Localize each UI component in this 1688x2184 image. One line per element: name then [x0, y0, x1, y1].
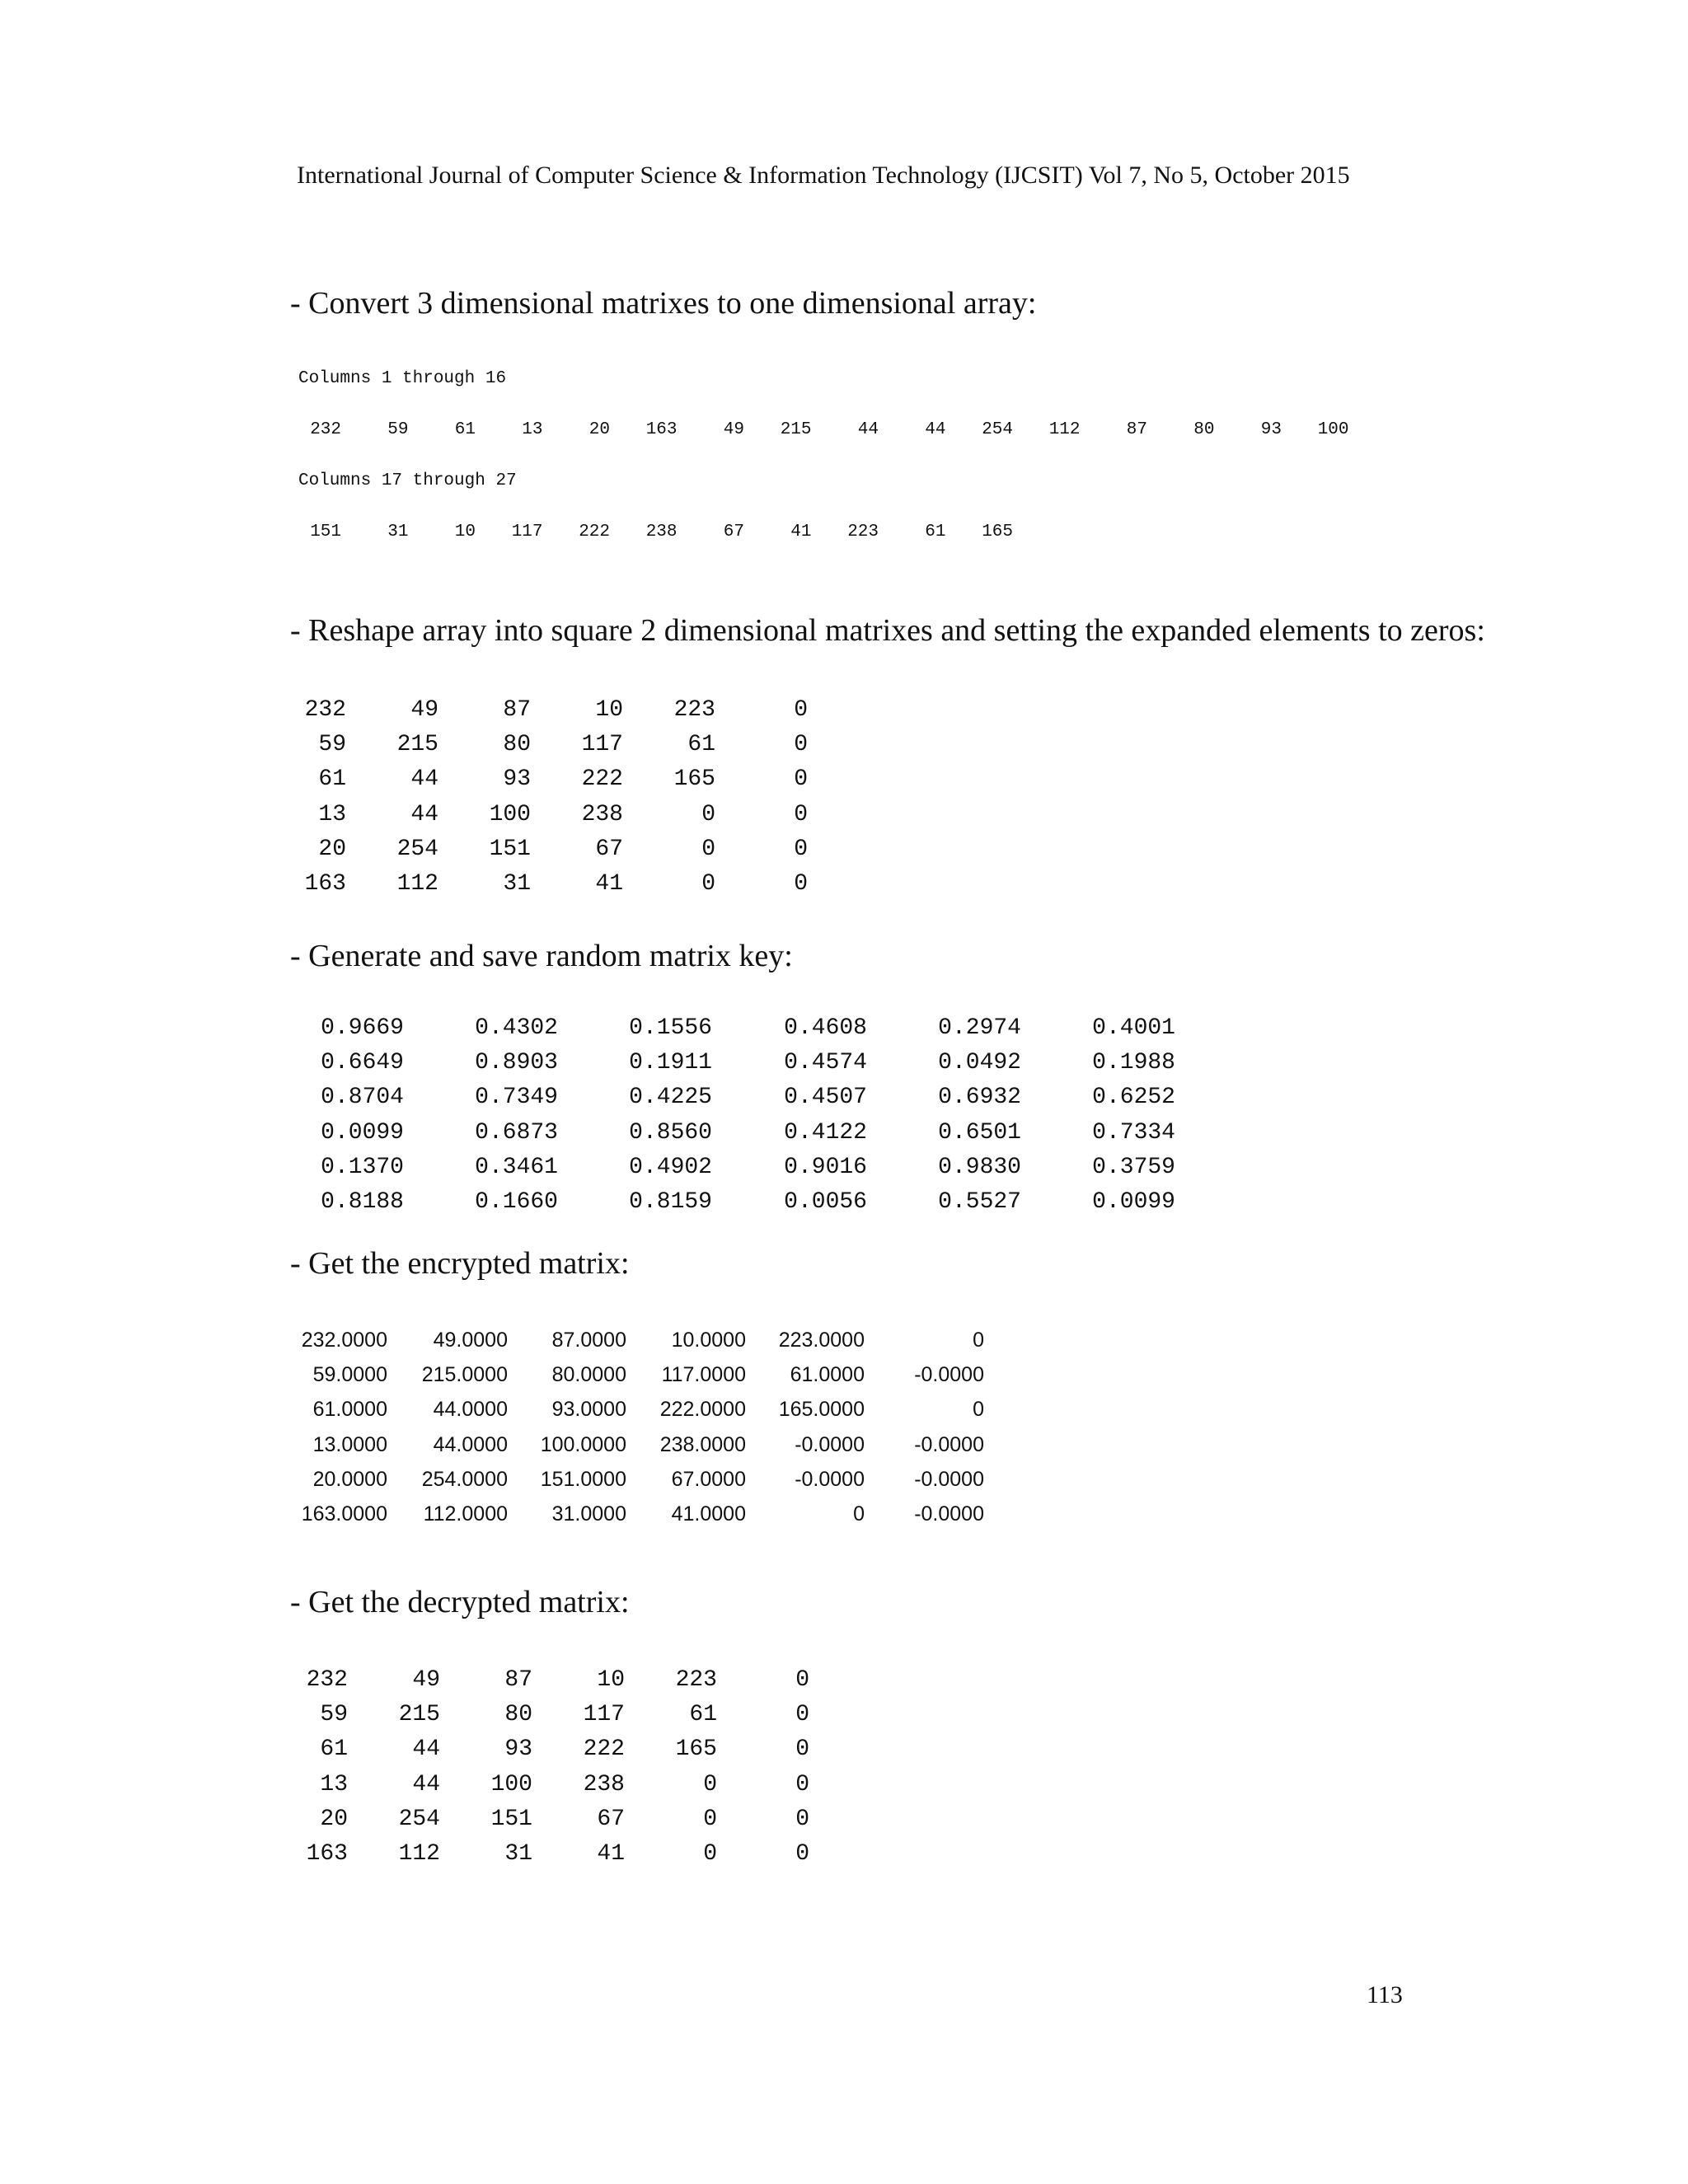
- matrix-cell: 20: [318, 836, 346, 862]
- matrix-cell: 13.0000: [312, 1432, 387, 1456]
- matrix-cell: -0.0000: [914, 1363, 984, 1387]
- matrix-cell: 100: [490, 1771, 532, 1797]
- matrix-cell: 0.6501: [938, 1119, 1021, 1146]
- matrix-cell: 223.0000: [778, 1329, 865, 1352]
- matrix-cell: 0.4608: [784, 1015, 867, 1041]
- matrix-cell: 0.0492: [938, 1050, 1021, 1076]
- array-value: 61: [454, 420, 476, 439]
- matrix-cell: 222.0000: [659, 1398, 746, 1422]
- matrix-cell: 0.1556: [629, 1015, 712, 1041]
- array-value: 13: [522, 420, 543, 439]
- matrix-cell: 31.0000: [551, 1502, 626, 1526]
- section-title-encrypted: - Get the encrypted matrix:: [290, 1246, 630, 1281]
- matrix-cell: 151: [490, 1806, 532, 1832]
- matrix-cell: 44: [410, 801, 438, 827]
- matrix-cell: 0: [794, 836, 808, 862]
- matrix-cell: 0: [853, 1502, 865, 1526]
- matrix-cell: 0.9669: [321, 1015, 404, 1041]
- matrix-cell: 238: [583, 1771, 625, 1797]
- matrix-cell: 0.7349: [475, 1085, 558, 1111]
- matrix-cell: 215.0000: [421, 1363, 508, 1387]
- matrix-cell: 117.0000: [661, 1363, 746, 1387]
- array-value: 80: [1193, 420, 1215, 439]
- array-value: 215: [780, 420, 812, 439]
- matrix-cell: -0.0000: [795, 1432, 865, 1456]
- matrix-cell: 20.0000: [312, 1467, 387, 1491]
- matrix-cell: 0: [794, 697, 808, 723]
- matrix-cell: 0.6932: [938, 1085, 1021, 1111]
- matrix-cell: 80: [504, 1702, 532, 1728]
- section-title-reshape: - Reshape array into square 2 dimensional matrixes and setting the expanded elements to zeros:: [290, 613, 1485, 648]
- matrix-cell: 0: [703, 1840, 717, 1867]
- matrix-cell: 0.7334: [1092, 1119, 1175, 1146]
- matrix-cell: 0.8159: [629, 1188, 712, 1215]
- matrix-cell: 87: [504, 1667, 532, 1693]
- matrix-cell: 0: [973, 1398, 984, 1422]
- matrix-cell: 41.0000: [671, 1502, 746, 1526]
- matrix-cell: 0: [795, 1667, 809, 1693]
- array-value: 238: [645, 523, 678, 541]
- array-value: 222: [579, 523, 610, 541]
- matrix-cell: 13: [318, 801, 346, 827]
- matrix-cell: 93.0000: [551, 1398, 626, 1422]
- matrix-cell: 0.9016: [784, 1154, 867, 1180]
- matrix-cell: 67.0000: [671, 1467, 746, 1491]
- matrix-cell: 0.6873: [475, 1119, 558, 1146]
- matrix-cell: 0.3759: [1092, 1154, 1175, 1180]
- matrix-cell: -0.0000: [795, 1467, 865, 1491]
- matrix-cell: 232: [306, 1667, 348, 1693]
- matrix-cell: 80.0000: [551, 1363, 626, 1387]
- matrix-cell: 0.1988: [1092, 1050, 1175, 1076]
- matrix-cell: 0: [794, 870, 808, 897]
- matrix-cell: 10: [597, 1667, 625, 1693]
- matrix-cell: 100: [489, 801, 531, 827]
- matrix-cell: 10.0000: [671, 1329, 746, 1352]
- matrix-cell: 223: [675, 1667, 717, 1693]
- matrix-cell: 59.0000: [312, 1363, 387, 1387]
- array-value: 61: [925, 523, 946, 541]
- array-value: 93: [1260, 420, 1282, 439]
- matrix-cell: 254: [396, 836, 438, 862]
- matrix-cell: 61: [320, 1736, 348, 1763]
- matrix-cell: 31: [504, 1840, 532, 1867]
- matrix-cell: -0.0000: [914, 1467, 984, 1491]
- matrix-cell: 0: [795, 1840, 809, 1867]
- matrix-cell: 67: [595, 836, 623, 862]
- matrix-cell: 0.6649: [321, 1050, 404, 1076]
- matrix-cell: 61: [687, 732, 715, 758]
- array-value: 10: [454, 523, 476, 541]
- matrix-cell: 87.0000: [551, 1329, 626, 1352]
- matrix-cell: 0.4902: [629, 1154, 712, 1180]
- matrix-cell: 254: [398, 1806, 440, 1832]
- matrix-cell: 67: [597, 1806, 625, 1832]
- matrix-cell: 59: [318, 732, 346, 758]
- matrix-cell: 0.8704: [321, 1085, 404, 1111]
- matrix-cell: 163: [304, 870, 346, 897]
- matrix-cell: 0.4574: [784, 1050, 867, 1076]
- matrix-cell: 59: [320, 1702, 348, 1728]
- matrix-cell: 0.1660: [475, 1188, 558, 1215]
- section-title-decrypted: - Get the decrypted matrix:: [290, 1585, 630, 1619]
- matrix-cell: 44: [412, 1771, 440, 1797]
- matrix-cell: 0.4507: [784, 1085, 867, 1111]
- matrix-cell: 44.0000: [433, 1432, 508, 1456]
- matrix-cell: 223: [673, 697, 715, 723]
- array-value: 31: [387, 523, 409, 541]
- matrix-cell: 0: [795, 1771, 809, 1797]
- matrix-cell: 20: [320, 1806, 348, 1832]
- matrix-cell: 13: [320, 1771, 348, 1797]
- page-number: 113: [1367, 1981, 1403, 2008]
- columns-label-2: Columns 17 through 27: [298, 471, 517, 490]
- matrix-cell: 31: [503, 870, 531, 897]
- matrix-cell: 112.0000: [423, 1502, 508, 1526]
- matrix-cell: 0.8560: [629, 1119, 712, 1146]
- matrix-cell: 61: [689, 1702, 717, 1728]
- matrix-cell: 0: [794, 801, 808, 827]
- matrix-cell: 0: [794, 732, 808, 758]
- matrix-cell: 117: [581, 732, 623, 758]
- matrix-cell: 0: [973, 1329, 984, 1352]
- matrix-cell: 0.1911: [629, 1050, 712, 1076]
- matrix-cell: 215: [398, 1702, 440, 1728]
- array-value: 87: [1126, 420, 1147, 439]
- matrix-cell: 0.4122: [784, 1119, 867, 1146]
- matrix-cell: 0.2974: [938, 1015, 1021, 1041]
- matrix-cell: 112: [396, 870, 438, 897]
- section-title-key: - Generate and save random matrix key:: [290, 939, 793, 973]
- matrix-cell: 87: [503, 697, 531, 723]
- matrix-cell: 0.0099: [1092, 1188, 1175, 1215]
- matrix-cell: 163: [306, 1840, 348, 1867]
- matrix-cell: 0: [701, 836, 715, 862]
- array-value: 49: [723, 420, 744, 439]
- matrix-cell: 44.0000: [433, 1398, 508, 1422]
- array-value: 223: [847, 523, 879, 541]
- matrix-cell: 0.4001: [1092, 1015, 1175, 1041]
- matrix-cell: 112: [398, 1840, 440, 1867]
- matrix-cell: 0.1370: [321, 1154, 404, 1180]
- matrix-cell: 0.8188: [321, 1188, 404, 1215]
- matrix-cell: 49: [410, 697, 438, 723]
- array-value: 44: [925, 420, 946, 439]
- array-value: 41: [790, 523, 812, 541]
- columns-label-1: Columns 1 through 16: [298, 369, 507, 388]
- array-value: 20: [588, 420, 610, 439]
- matrix-cell: 93: [503, 766, 531, 793]
- array-value: 151: [310, 523, 341, 541]
- array-value: 100: [1317, 420, 1349, 439]
- array-value: 112: [1048, 420, 1081, 439]
- matrix-cell: 41: [595, 870, 623, 897]
- section-title-convert: - Convert 3 dimensional matrixes to one dimensional array:: [290, 286, 1037, 321]
- matrix-cell: 0: [795, 1736, 809, 1763]
- matrix-cell: 44: [410, 766, 438, 793]
- array-value: 59: [387, 420, 409, 439]
- matrix-cell: 0.5527: [938, 1188, 1021, 1215]
- matrix-cell: 0.8903: [475, 1050, 558, 1076]
- matrix-cell: -0.0000: [914, 1502, 984, 1526]
- matrix-cell: 165.0000: [778, 1398, 865, 1422]
- matrix-cell: 222: [581, 766, 623, 793]
- matrix-cell: 0.6252: [1092, 1085, 1175, 1111]
- matrix-cell: 238.0000: [659, 1432, 746, 1456]
- matrix-cell: 0.4225: [629, 1085, 712, 1111]
- matrix-cell: 0.9830: [938, 1154, 1021, 1180]
- matrix-cell: 151: [489, 836, 531, 862]
- matrix-cell: 0: [703, 1771, 717, 1797]
- array-value: 165: [982, 523, 1013, 541]
- matrix-cell: 0: [795, 1806, 809, 1832]
- matrix-cell: 165: [675, 1736, 717, 1763]
- matrix-cell: 0.4302: [475, 1015, 558, 1041]
- matrix-cell: 232: [304, 697, 346, 723]
- matrix-cell: 0: [795, 1702, 809, 1728]
- journal-header: International Journal of Computer Science & Information Technology (IJCSIT) Vol 7, No 5, October 2015: [297, 162, 1350, 189]
- array-value: 232: [310, 420, 341, 439]
- matrix-cell: 215: [396, 732, 438, 758]
- matrix-cell: 61.0000: [312, 1398, 387, 1422]
- matrix-cell: 222: [583, 1736, 625, 1763]
- matrix-cell: 80: [503, 732, 531, 758]
- matrix-cell: 238: [581, 801, 623, 827]
- matrix-cell: 10: [595, 697, 623, 723]
- matrix-cell: 232.0000: [301, 1329, 387, 1352]
- matrix-cell: 117: [583, 1702, 625, 1728]
- matrix-cell: 165: [673, 766, 715, 793]
- matrix-cell: 61: [318, 766, 346, 793]
- matrix-cell: 0: [701, 801, 715, 827]
- matrix-cell: 44: [412, 1736, 440, 1763]
- array-value: 163: [645, 420, 678, 439]
- matrix-cell: 61.0000: [790, 1363, 865, 1387]
- matrix-cell: -0.0000: [914, 1432, 984, 1456]
- matrix-cell: 93: [504, 1736, 532, 1763]
- matrix-cell: 0.0056: [784, 1188, 867, 1215]
- matrix-cell: 151.0000: [540, 1467, 626, 1491]
- matrix-cell: 163.0000: [301, 1502, 387, 1526]
- array-value: 117: [511, 523, 543, 541]
- array-value: 44: [857, 420, 879, 439]
- matrix-cell: 49: [412, 1667, 440, 1693]
- matrix-cell: 0.3461: [475, 1154, 558, 1180]
- matrix-cell: 49.0000: [433, 1329, 508, 1352]
- matrix-cell: 41: [597, 1840, 625, 1867]
- array-value: 254: [982, 420, 1013, 439]
- matrix-cell: 0: [701, 870, 715, 897]
- matrix-cell: 0.0099: [321, 1119, 404, 1146]
- matrix-cell: 100.0000: [540, 1432, 626, 1456]
- matrix-cell: 0: [794, 766, 808, 793]
- matrix-cell: 254.0000: [421, 1467, 508, 1491]
- matrix-cell: 0: [703, 1806, 717, 1832]
- array-value: 67: [723, 523, 744, 541]
